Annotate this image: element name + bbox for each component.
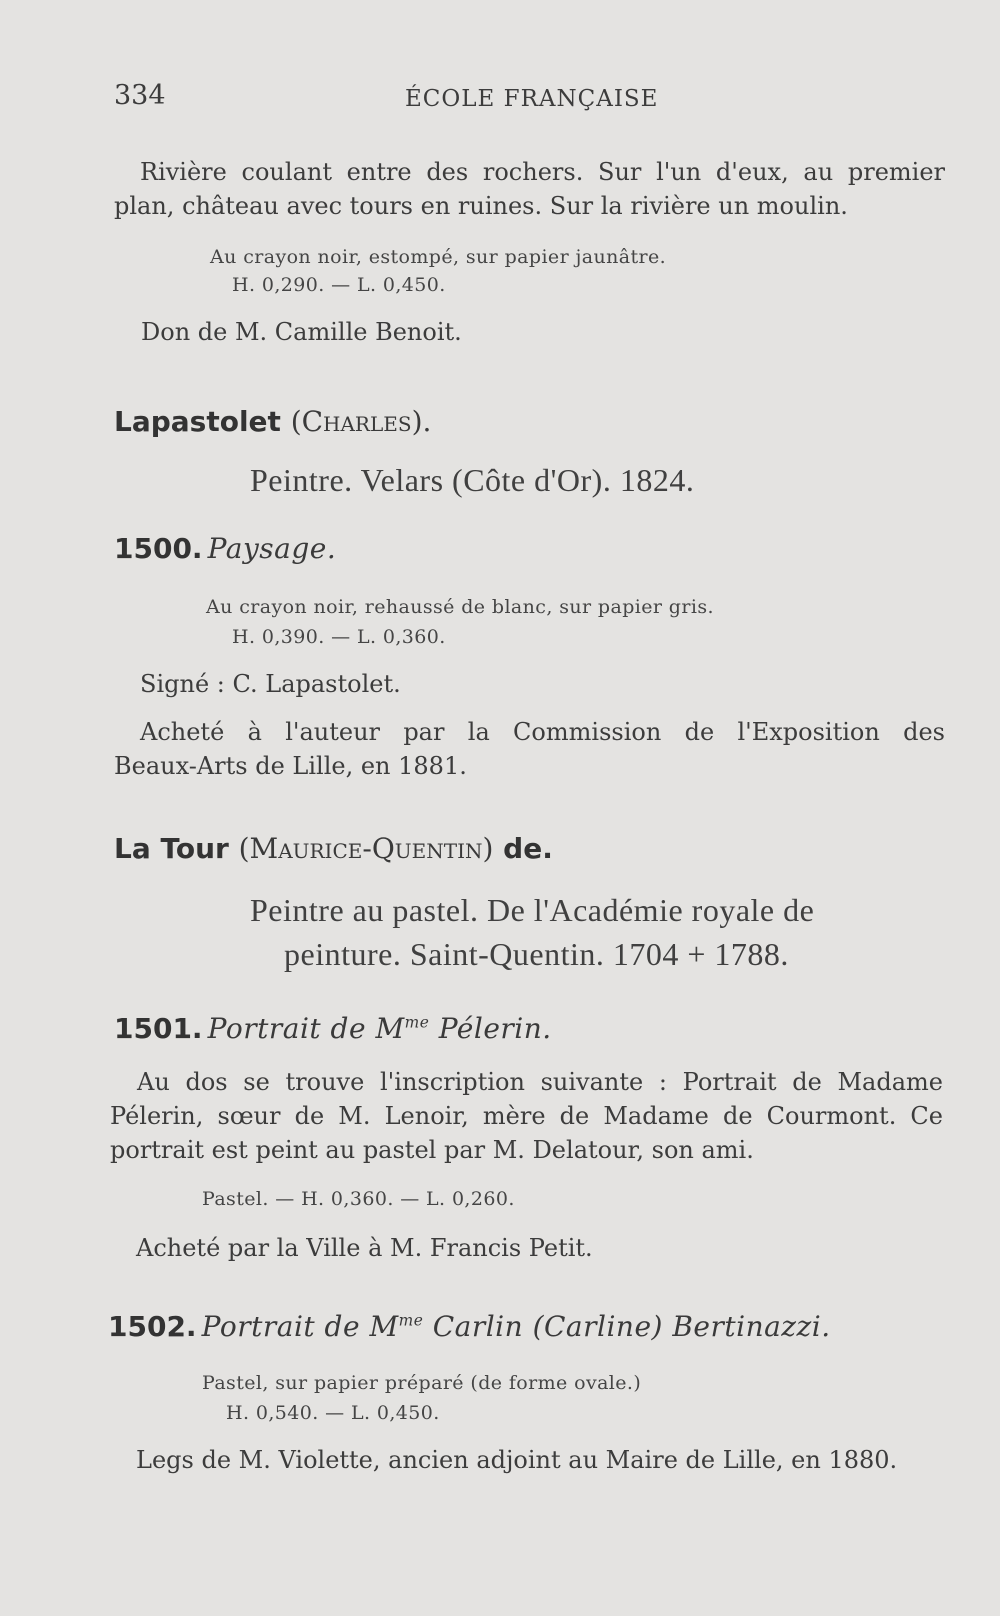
dimensions-note: H. 0,290. — L. 0,450. (232, 274, 446, 296)
medium-note: Au crayon noir, rehaussé de blanc, sur papier gris. (206, 596, 714, 618)
entry-heading (114, 532, 336, 565)
inscription-line: Au dos se trouve l'inscription suivante : Portrait de Madame (137, 1068, 943, 1096)
artist-heading (114, 405, 431, 438)
signature-note: Signé : C. Lapastolet. (140, 670, 401, 698)
running-header: ÉCOLE FRANÇAISE (405, 86, 659, 112)
provenance-line: Acheté à l'auteur par la Commission de l'Exposition des (140, 718, 945, 746)
provenance-line: Beaux-Arts de Lille, en 1881. (114, 752, 467, 780)
inscription-line: portrait est peint au pastel par M. Delatour, son ami. (110, 1136, 754, 1164)
description-line: plan, château avec tours en ruines. Sur la rivière un moulin. (114, 192, 848, 220)
description-line: Rivière coulant entre des rochers. Sur l'un d'eux, au premier (140, 158, 945, 186)
artist-bio: Peintre au pastel. De l'Académie royale de (250, 892, 815, 928)
medium-dimensions-note: Pastel. — H. 0,360. — L. 0,260. (202, 1188, 515, 1210)
entry-number: 1501. (114, 1012, 203, 1045)
dimensions-note: H. 0,390. — L. 0,360. (232, 626, 446, 648)
entry-number: 1502. (108, 1310, 197, 1343)
artist-given-name: (Charles). (290, 405, 432, 438)
entry-title: Paysage. (207, 532, 337, 565)
artist-bio: peinture. Saint-Quentin. 1704 + 1788. (284, 936, 789, 972)
medium-note: Au crayon noir, estompé, sur papier jaunâtre. (210, 246, 667, 268)
provenance-note: Don de M. Camille Benoit. (141, 318, 462, 346)
medium-note: Pastel, sur papier préparé (de forme ovale.) (202, 1372, 642, 1394)
entry-heading (114, 1012, 552, 1045)
entry-title: Portrait de $M^{me}$ Pélerin. (207, 1012, 552, 1045)
artist-surname: La Tour (114, 832, 229, 865)
artist-given-name: (Maurice-Quentin) (238, 832, 494, 865)
entry-title: Portrait de $M^{me}$ Carlin (Carline) Bertinazzi. (201, 1310, 831, 1343)
artist-particle: de. (503, 832, 553, 865)
entry-heading (108, 1310, 831, 1343)
entry-number: 1500. (114, 532, 203, 565)
artist-surname: Lapastolet (114, 405, 281, 438)
dimensions-note: H. 0,540. — L. 0,450. (226, 1402, 440, 1424)
artist-bio: Peintre. Velars (Côte d'Or). 1824. (250, 462, 695, 498)
provenance-note: Legs de M. Violette, ancien adjoint au Maire de Lille, en 1880. (136, 1446, 898, 1474)
inscription-line: Pélerin, sœur de M. Lenoir, mère de Madame de Courmont. Ce (110, 1102, 943, 1130)
page-number: 334 (114, 80, 166, 111)
artist-heading (114, 832, 553, 865)
provenance-note: Acheté par la Ville à M. Francis Petit. (136, 1234, 593, 1262)
